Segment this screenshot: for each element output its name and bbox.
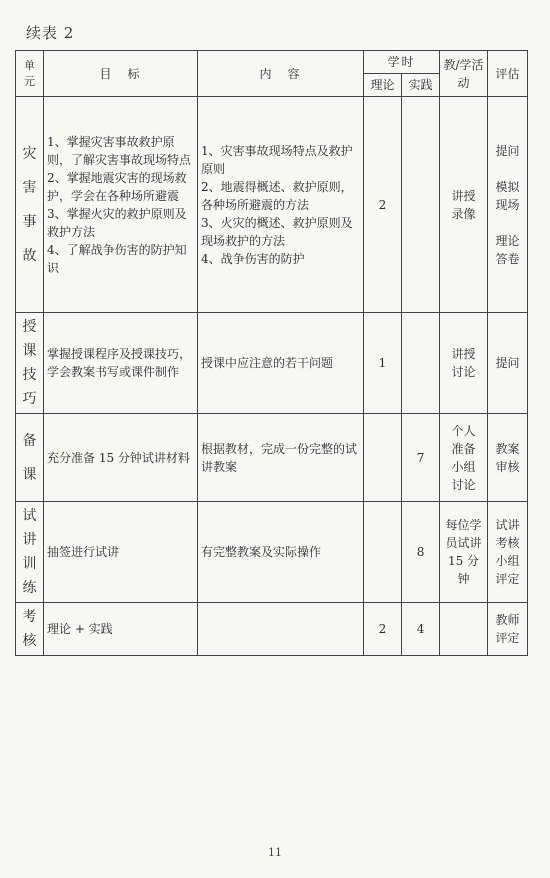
practice-hours-cell: 7 — [402, 414, 440, 502]
content-cell — [198, 603, 364, 656]
header-practice: 实践 — [402, 74, 440, 97]
table-row — [16, 313, 528, 414]
unit-cell — [16, 603, 44, 656]
objectives-cell: 理论 + 实践 — [44, 603, 198, 656]
objectives-cell: 抽签进行试讲 — [44, 502, 198, 603]
content-cell: 1、灾害事故现场特点及救护原则 2、地震得概述、救护原则，各种场所避震的方法 3、火灾的概述、救护原则及现场救护的方法 4、战争伤害的防护 — [198, 97, 364, 313]
method-cell — [440, 603, 488, 656]
theory-hours-cell — [364, 502, 402, 603]
method-cell: 每位学 员试讲 15 分钟 — [440, 502, 488, 603]
unit-text: 试讲训练 — [22, 508, 37, 596]
header-hours: 学时 — [364, 51, 440, 74]
unit-text: 授课技巧 — [22, 319, 37, 407]
unit-cell — [16, 414, 44, 502]
method-cell: 讲授 录像 — [440, 97, 488, 313]
method-cell: 讲授 讨论 — [440, 313, 488, 414]
objectives-cell: 充分准备 15 分钟试讲材料 — [44, 414, 198, 502]
table-row — [16, 502, 528, 603]
practice-hours-cell: 8 — [402, 502, 440, 603]
page-number: 11 — [268, 846, 282, 859]
continued-table-label: 续表 2 — [26, 24, 75, 42]
header-method: 教/学活动 — [440, 51, 488, 97]
content-cell: 有完整教案及实际操作 — [198, 502, 364, 603]
unit-text: 考核 — [22, 609, 37, 649]
practice-hours-cell: 4 — [402, 603, 440, 656]
theory-hours-cell: 2 — [364, 603, 402, 656]
table-row — [16, 97, 528, 313]
header-content: 内 容 — [198, 51, 364, 97]
content-cell: 根据教材，完成一份完整的试讲教案 — [198, 414, 364, 502]
theory-hours-cell: 2 — [364, 97, 402, 313]
unit-cell — [16, 502, 44, 603]
table-row — [16, 414, 528, 502]
practice-hours-cell — [402, 313, 440, 414]
evaluation-cell: 提问 模拟 现场 理论 答卷 — [488, 97, 528, 313]
unit-text: 备课 — [22, 432, 37, 483]
evaluation-cell: 试讲 考核 小组 评定 — [488, 502, 528, 603]
objectives-cell: 1、掌握灾害事故救护原则，了解灾害事故现场特点 2、掌握地震灾害的现场救护，学会在各种场所避震 3、掌握火灾的救护原则及救护方法 4、了解战争伤害的防护知识 — [44, 97, 198, 313]
method-cell: 个人 准备 小组 讨论 — [440, 414, 488, 502]
table-row — [16, 603, 528, 656]
header-objectives: 目 标 — [44, 51, 198, 97]
theory-hours-cell: 1 — [364, 313, 402, 414]
evaluation-cell: 教案 审核 — [488, 414, 528, 502]
header-theory: 理论 — [364, 74, 402, 97]
evaluation-cell: 教师 评定 — [488, 603, 528, 656]
course-schedule-table — [15, 50, 528, 656]
practice-hours-cell — [402, 97, 440, 313]
objectives-cell: 掌握授课程序及授课技巧，学会教案书写或课件制作 — [44, 313, 198, 414]
evaluation-cell: 提问 — [488, 313, 528, 414]
unit-cell — [16, 97, 44, 313]
unit-text: 灾害事故 — [22, 145, 37, 264]
header-evaluation: 评估 — [488, 51, 528, 97]
theory-hours-cell — [364, 414, 402, 502]
unit-cell — [16, 313, 44, 414]
header-unit: 单元 — [16, 51, 44, 97]
content-cell: 授课中应注意的若干问题 — [198, 313, 364, 414]
